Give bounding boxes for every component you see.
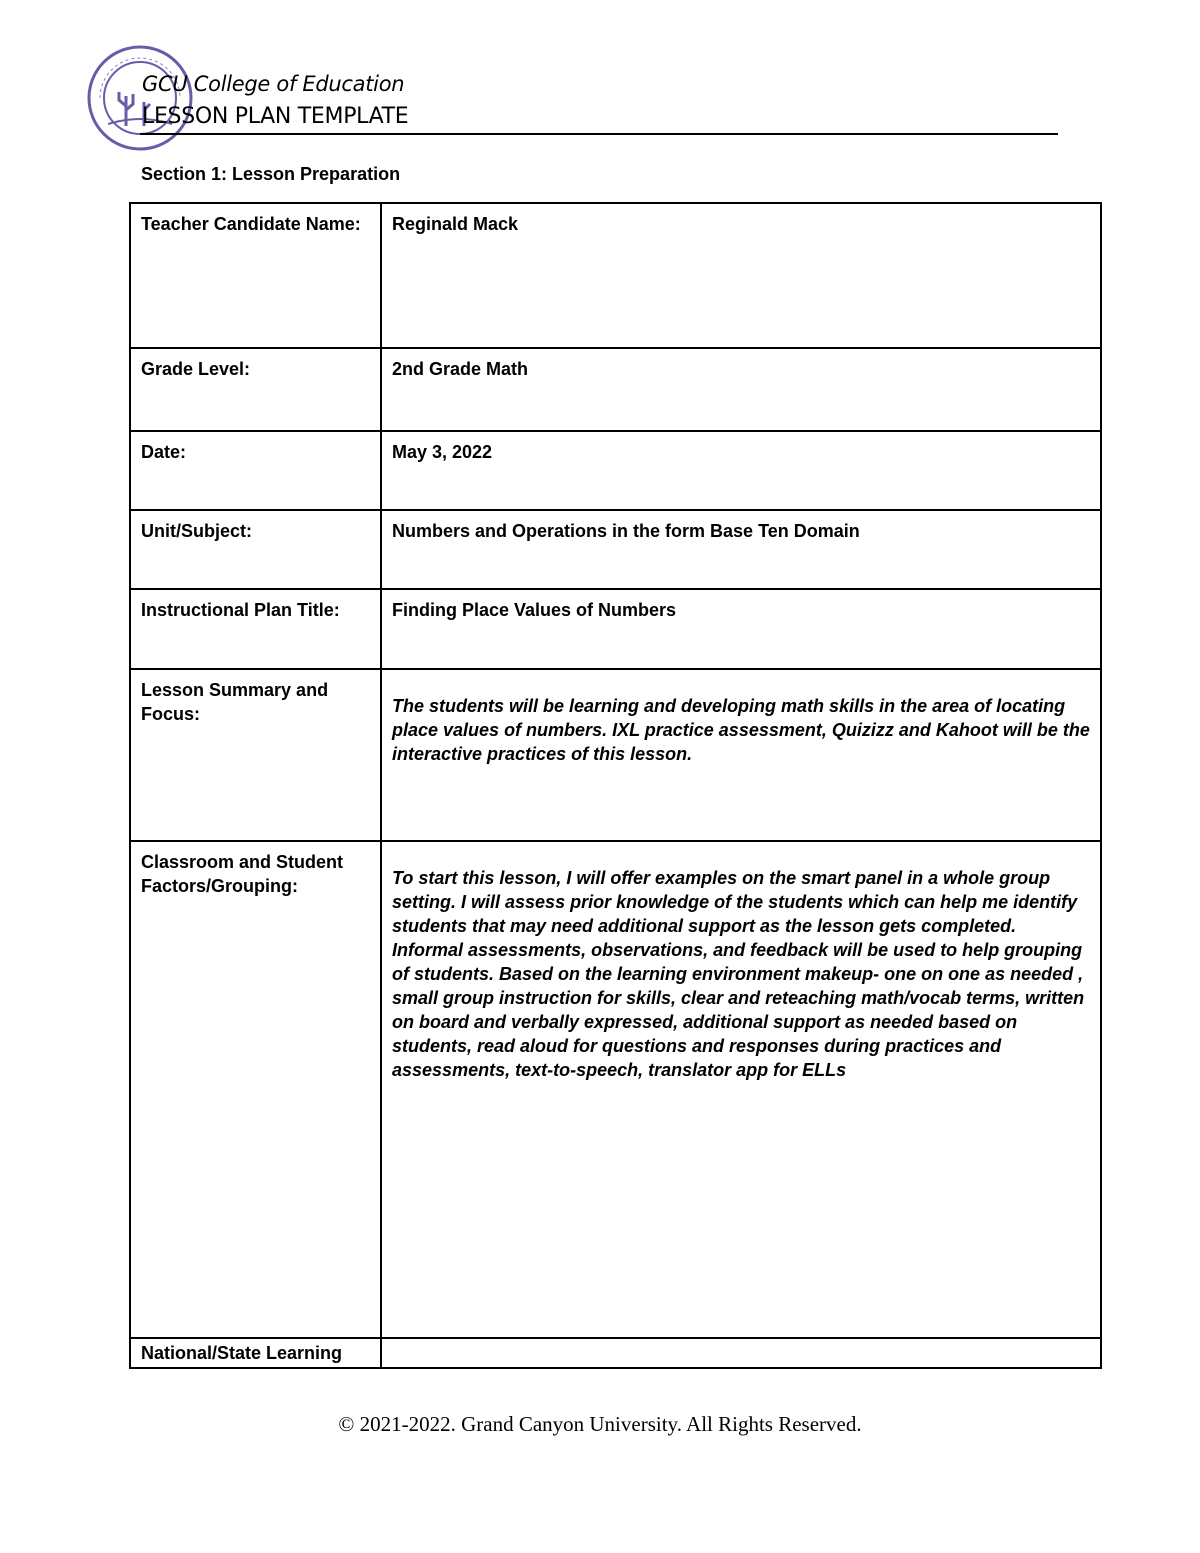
table-row: [130, 431, 1101, 510]
row-value: Reginald Mack: [381, 203, 1101, 348]
row-value: [381, 841, 1101, 1338]
lesson-plan-table: [129, 202, 1102, 1369]
row-value: [381, 669, 1101, 841]
grouping-text: To start this lesson, I will offer examples on the smart panel in a whole group setting. I will assess prior knowledge of the students which can help me identify students that may need additional support as the lesson gets completed. Informal assessments, observations, and feedback will be used to help grouping of students. Based on the learning environment makeup- one on one as needed , small group instruction for skills, clear and reteaching math/vocab terms, written on board and verbally expressed, additional support as needed based on students, read aloud for questions and responses during practices and assessments, text-to-speech, translator app for ELLs: [392, 868, 1085, 1080]
row-value: May 3, 2022: [381, 431, 1101, 510]
table-row: [130, 203, 1101, 348]
header-divider: [140, 133, 1058, 135]
row-value: Numbers and Operations in the form Base Ten Domain: [381, 510, 1101, 589]
row-label: Teacher Candidate Name:: [130, 203, 381, 348]
table-row: [130, 589, 1101, 669]
row-value: 2nd Grade Math: [381, 348, 1101, 431]
row-label: Lesson Summary and Focus:: [130, 669, 381, 841]
row-value: [381, 1338, 1101, 1368]
row-label: Unit/Subject:: [130, 510, 381, 589]
row-label: Date:: [130, 431, 381, 510]
row-label: Grade Level:: [130, 348, 381, 431]
table-row: [130, 348, 1101, 431]
table-row: [130, 841, 1101, 1338]
row-label: Instructional Plan Title:: [130, 589, 381, 669]
row-label: National/State Learning: [130, 1338, 381, 1368]
row-value: Finding Place Values of Numbers: [381, 589, 1101, 669]
university-seal-icon: [86, 44, 194, 152]
college-name: GCU College of Education: [142, 72, 405, 96]
table-row: [130, 1338, 1101, 1368]
table-row: [130, 510, 1101, 589]
section-heading: Section 1: Lesson Preparation: [141, 164, 401, 184]
table-row: [130, 669, 1101, 841]
lesson-summary-text: The students will be learning and developing math skills in the area of locating place values of numbers. IXL practice assessment, Quizizz and Kahoot will be the interactive practices of this lesson.: [392, 696, 1090, 764]
template-title: LESSON PLAN TEMPLATE: [142, 104, 409, 129]
row-label: Classroom and Student Factors/Grouping:: [130, 841, 381, 1338]
copyright-footer: © 2021-2022. Grand Canyon University. All Rights Reserved.: [338, 1412, 862, 1436]
